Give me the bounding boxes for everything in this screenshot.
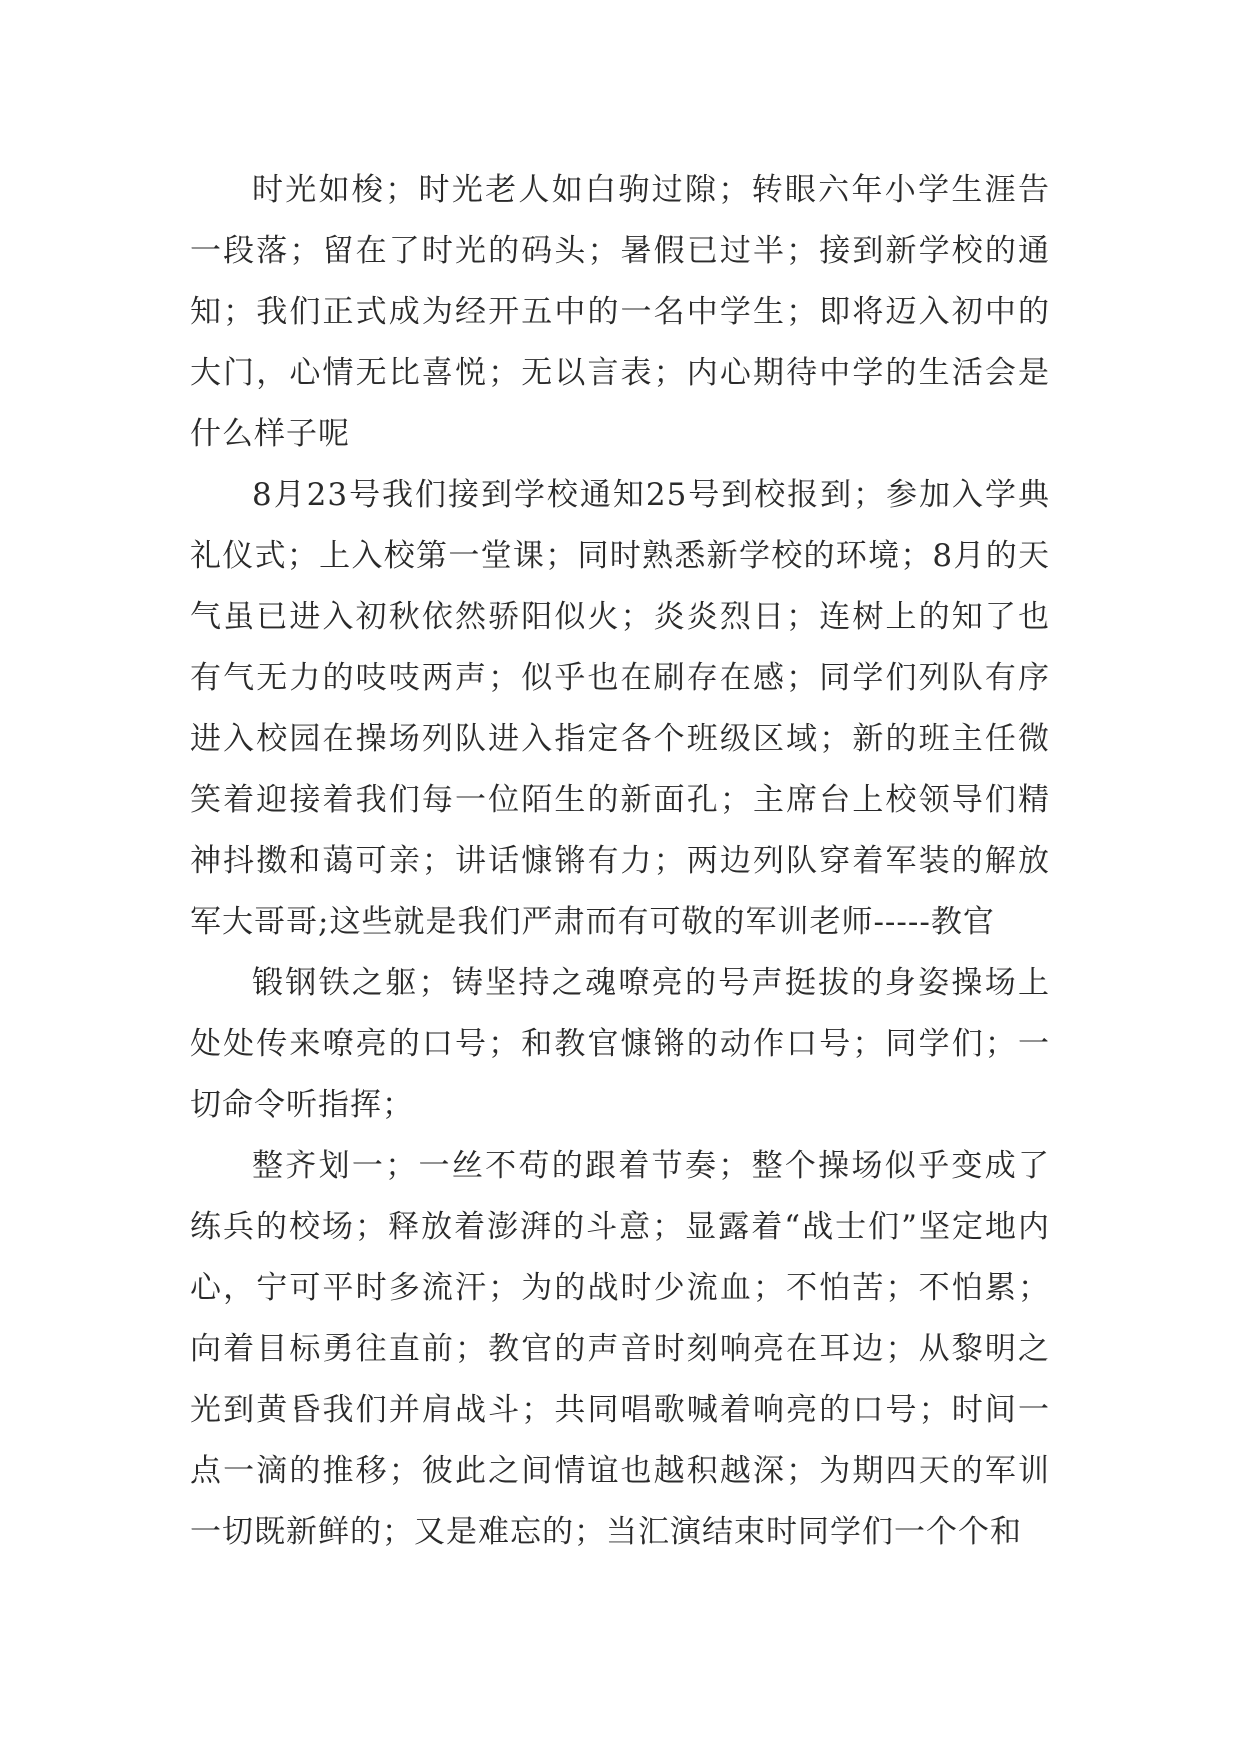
- paragraph-1: 时光如梭；时光老人如白驹过隙；转眼六年小学生涯告一段落；留在了时光的码头；暑假已过半；接到新学校的通知；我们正式成为经开五中的一名中学生；即将迈入初中的大门，心情无比喜悦；无以言表；内心期待中学的生活会是什么样子呢: [190, 172, 1050, 452]
- paragraph-3: 锻钢铁之躯；铸坚持之魂嘹亮的号声挺拔的身姿操场上处处传来嘹亮的口号；和教官慷锵的动作口号；同学们；一切命令听指挥；: [190, 965, 1050, 1123]
- paragraph-4: 整齐划一；一丝不苟的跟着节奏；整个操场似乎变成了练兵的校场；释放着澎湃的斗意；显露着“战士们”坚定地内心，宁可平时多流汗；为的战时少流血；不怕苦；不怕累；向着目标勇往直前；教官的声音时刻响亮在耳边；从黎明之光到黄昏我们并肩战斗；共同唱歌喊着响亮的口号；时间一点一滴的推移；彼此之间情谊也越积越深；为期四天的军训一切既新鲜的；又是难忘的；当汇演结束时同学们一个个和: [190, 1148, 1050, 1550]
- paragraph-2: 8月23号我们接到学校通知25号到校报到；参加入学典礼仪式；上入校第一堂课；同时熟悉新学校的环境；8月的天气虽已进入初秋依然骄阳似火；炎炎烈日；连树上的知了也有气无力的吱吱两声；似乎也在刷存在感；同学们列队有序进入校园在操场列队进入指定各个班级区域；新的班主任微笑着迎接着我们每一位陌生的新面孔；主席台上校领导们精神抖擞和蔼可亲；讲话慷锵有力；两边列队穿着军装的解放军大哥哥;这些就是我们严肃而有可敬的军训老师-----教官: [190, 477, 1050, 940]
- document-body: [190, 160, 1050, 1563]
